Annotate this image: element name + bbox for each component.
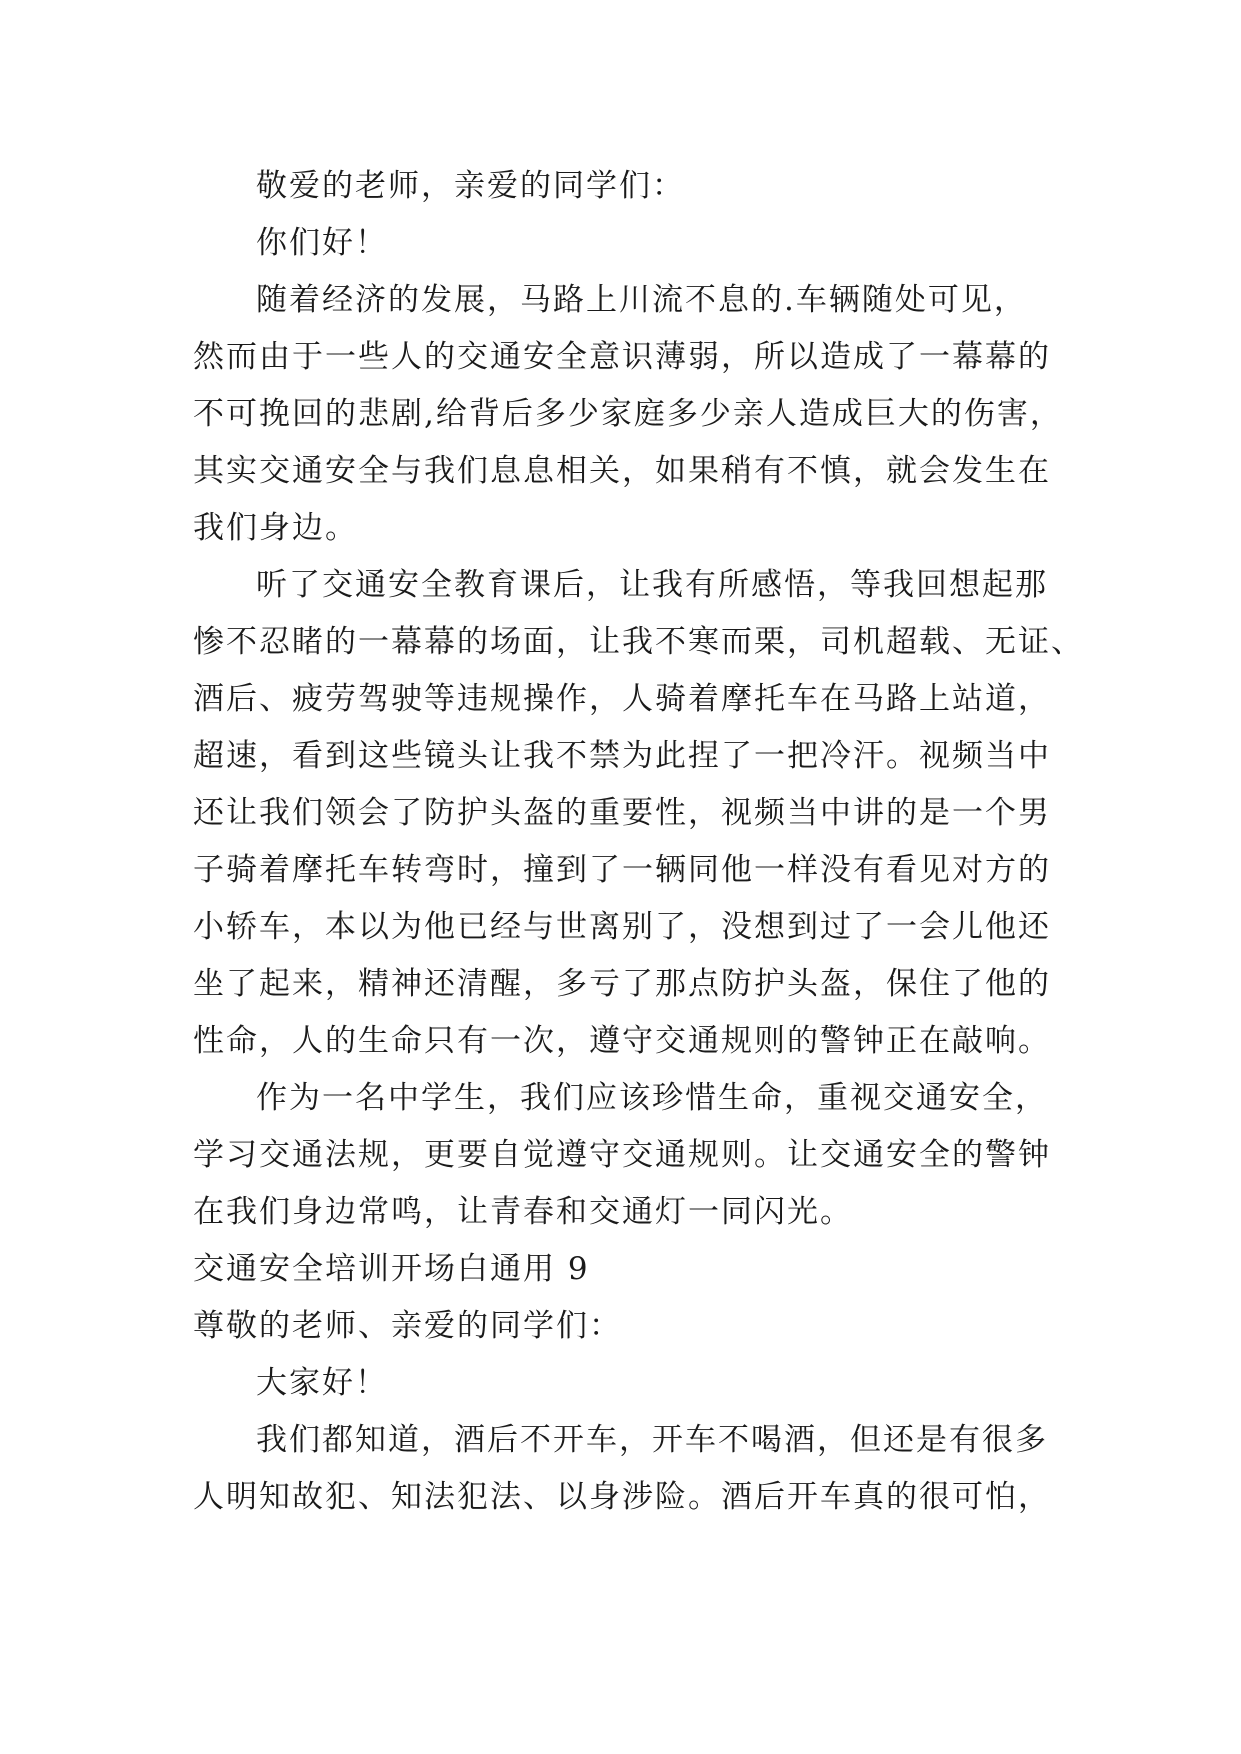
paragraph-line: 在我们身边常鸣，让青春和交通灯一同闪光。 [193,1194,853,1230]
paragraph-line: 其实交通安全与我们息息相关，如果稍有不慎，就会发生在 [193,453,1051,489]
paragraph-line: 还让我们领会了防护头盔的重要性，视频当中讲的是一个男 [193,795,1051,831]
paragraph-line: 惨不忍睹的一幕幕的场面，让我不寒而栗，司机超载、无证、 [193,624,1084,660]
salutation-line: 尊敬的老师、亲爱的同学们： [193,1308,622,1344]
paragraph-line: 随着经济的发展，马路上川流不息的.车辆随处可见， [256,282,1027,318]
paragraph-line: 坐了起来，精神还清醒，多亏了那点防护头盔，保住了他的 [193,966,1051,1002]
paragraph-line: 然而由于一些人的交通安全意识薄弱，所以造成了一幕幕的 [193,339,1051,375]
greeting-line: 你们好！ [256,225,388,261]
paragraph-line: 子骑着摩托车转弯时，撞到了一辆同他一样没有看见对方的 [193,852,1051,888]
greeting-line: 大家好！ [256,1365,388,1401]
paragraph-line: 超速，看到这些镜头让我不禁为此捏了一把冷汗。视频当中 [193,738,1051,774]
paragraph-line: 人明知故犯、知法犯法、以身涉险。酒后开车真的很可怕， [193,1479,1051,1515]
paragraph-line: 我们身边。 [193,510,358,546]
paragraph-line: 性命，人的生命只有一次，遵守交通规则的警钟正在敲响。 [193,1023,1051,1059]
paragraph-line: 我们都知道，酒后不开车，开车不喝酒，但还是有很多 [256,1422,1048,1458]
section-title: 交通安全培训开场白通用 9 [193,1251,590,1287]
paragraph-line: 小轿车，本以为他已经与世离别了，没想到过了一会儿他还 [193,909,1051,945]
paragraph-line: 听了交通安全教育课后，让我有所感悟，等我回想起那 [256,567,1048,603]
paragraph-line: 学习交通法规，更要自觉遵守交通规则。让交通安全的警钟 [193,1137,1051,1173]
paragraph-line: 酒后、疲劳驾驶等违规操作，人骑着摩托车在马路上站道， [193,681,1051,717]
paragraph-line: 不可挽回的悲剧,给背后多少家庭多少亲人造成巨大的伤害， [193,396,1063,432]
salutation-line: 敬爱的老师，亲爱的同学们： [256,168,685,204]
paragraph-line: 作为一名中学生，我们应该珍惜生命，重视交通安全， [256,1080,1048,1116]
